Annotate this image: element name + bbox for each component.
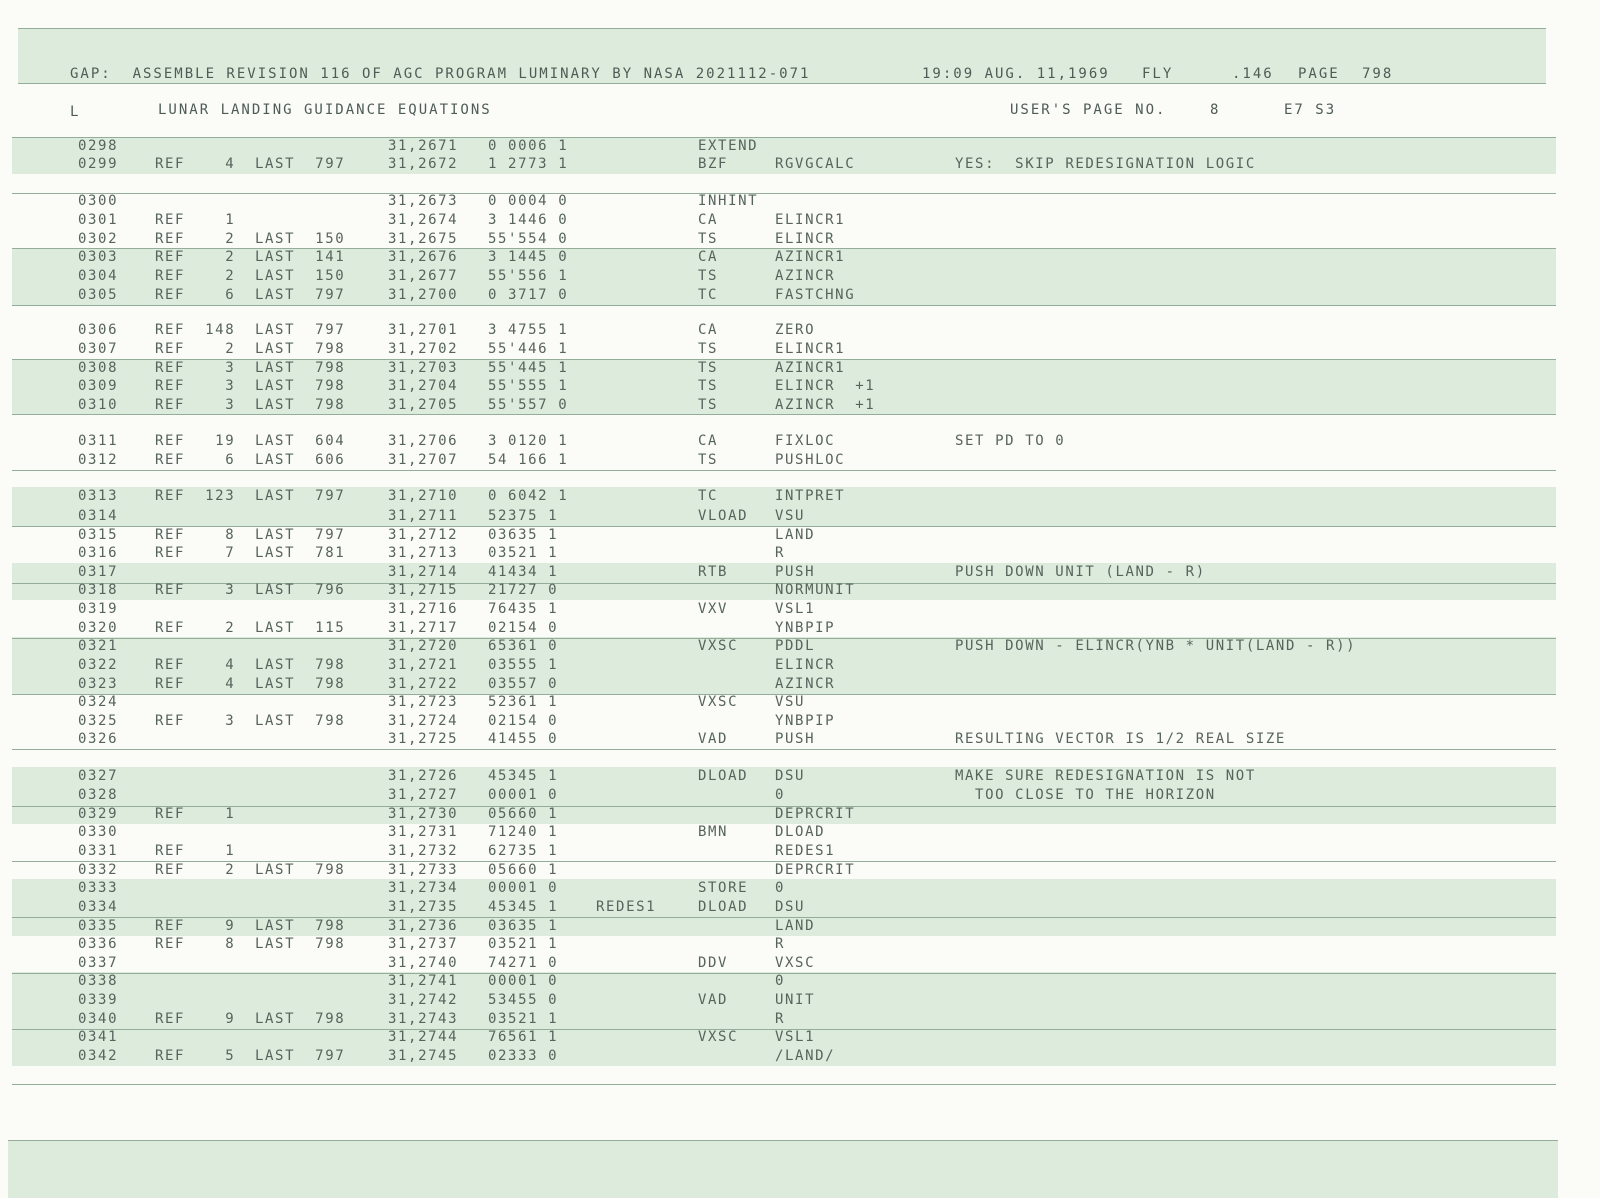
address: 31,2734 [388, 880, 459, 896]
operand: NORMUNIT [775, 582, 856, 598]
address: 31,2745 [388, 1048, 459, 1064]
rule [12, 749, 1556, 750]
ref-count: REF 8 [155, 527, 236, 543]
address: 31,2727 [388, 787, 459, 803]
line-number: 0334 [78, 899, 119, 915]
opcode: TC [698, 488, 719, 504]
address: 31,2706 [388, 433, 459, 449]
line-number: 0303 [78, 249, 119, 265]
line-number: 0326 [78, 731, 119, 747]
opcode: TS [698, 360, 719, 376]
ref-count: REF 5 [155, 1048, 236, 1064]
header-page-label: PAGE [1298, 66, 1340, 82]
line-number: 0312 [78, 452, 119, 468]
octal-code: 3 4755 1 [488, 322, 569, 338]
opcode: TS [698, 231, 719, 247]
opcode: TC [698, 287, 719, 303]
last-ref: LAST 150 [255, 268, 346, 284]
section-marker: L [70, 104, 81, 120]
operand: DSU [775, 768, 806, 784]
comment: SET PD TO 0 [955, 433, 1066, 449]
operand: RGVGCALC [775, 156, 856, 172]
address: 31,2742 [388, 992, 459, 1008]
last-ref: LAST 797 [255, 156, 346, 172]
octal-code: 55'445 1 [488, 360, 569, 376]
octal-code: 55'555 1 [488, 378, 569, 394]
ref-count: REF 2 [155, 249, 236, 265]
comment: PUSH DOWN UNIT (LAND - R) [955, 564, 1206, 580]
ref-count: REF 2 [155, 620, 236, 636]
opcode: TS [698, 378, 719, 394]
octal-code: 00001 0 [488, 787, 559, 803]
operand: INTPRET [775, 488, 846, 504]
address: 31,2672 [388, 156, 459, 172]
line-number: 0321 [78, 638, 119, 654]
line-number: 0316 [78, 545, 119, 561]
opcode: RTB [698, 564, 729, 580]
opcode: VXSC [698, 694, 739, 710]
header-timestamp: 19:09 AUG. 11,1969 [922, 66, 1110, 82]
octal-code: 55'554 0 [488, 231, 569, 247]
ref-count: REF 2 [155, 231, 236, 247]
last-ref: LAST 798 [255, 676, 346, 692]
operand: R [775, 936, 786, 952]
operand: DSU [775, 899, 806, 915]
operand: VSL1 [775, 1029, 816, 1045]
address: 31,2726 [388, 768, 459, 784]
octal-code: 62735 1 [488, 843, 559, 859]
octal-code: 03521 1 [488, 1011, 559, 1027]
opcode: CA [698, 212, 719, 228]
ref-count: REF 1 [155, 806, 236, 822]
last-ref: LAST 797 [255, 322, 346, 338]
label: REDES1 [596, 899, 657, 915]
opcode: STORE [698, 880, 749, 896]
address: 31,2676 [388, 249, 459, 265]
rule [12, 414, 1556, 415]
octal-code: 0 3717 0 [488, 287, 569, 303]
last-ref: LAST 798 [255, 862, 346, 878]
address: 31,2671 [388, 138, 459, 154]
opcode: VXV [698, 601, 729, 617]
address: 31,2721 [388, 657, 459, 673]
octal-code: 52375 1 [488, 508, 559, 524]
last-ref: LAST 798 [255, 360, 346, 376]
opcode: VXSC [698, 638, 739, 654]
operand: 0 [775, 787, 786, 803]
line-number: 0332 [78, 862, 119, 878]
line-number: 0331 [78, 843, 119, 859]
opcode: TS [698, 452, 719, 468]
octal-code: 05660 1 [488, 806, 559, 822]
address: 31,2736 [388, 918, 459, 934]
last-ref: LAST 798 [255, 341, 346, 357]
opcode: TS [698, 397, 719, 413]
address: 31,2744 [388, 1029, 459, 1045]
users-page-label: USER'S PAGE NO. [1010, 102, 1167, 118]
last-ref: LAST 150 [255, 231, 346, 247]
ref-count: REF 6 [155, 287, 236, 303]
address: 31,2722 [388, 676, 459, 692]
last-ref: LAST 798 [255, 713, 346, 729]
address: 31,2713 [388, 545, 459, 561]
opcode: DLOAD [698, 899, 749, 915]
ref-count: REF 3 [155, 713, 236, 729]
address: 31,2702 [388, 341, 459, 357]
address: 31,2740 [388, 955, 459, 971]
octal-code: 41455 0 [488, 731, 559, 747]
octal-code: 02154 0 [488, 620, 559, 636]
operand: 0 [775, 973, 786, 989]
address: 31,2716 [388, 601, 459, 617]
line-number: 0319 [78, 601, 119, 617]
operand: 0 [775, 880, 786, 896]
last-ref: LAST 606 [255, 452, 346, 468]
ref-count: REF 3 [155, 582, 236, 598]
octal-code: 03635 1 [488, 527, 559, 543]
ref-count: REF 2 [155, 268, 236, 284]
octal-code: 76435 1 [488, 601, 559, 617]
line-number: 0299 [78, 156, 119, 172]
operand: AZINCR1 [775, 249, 846, 265]
operand: ELINCR1 [775, 212, 846, 228]
octal-code: 45345 1 [488, 899, 559, 915]
address: 31,2700 [388, 287, 459, 303]
address: 31,2712 [388, 527, 459, 543]
line-number: 0330 [78, 824, 119, 840]
last-ref: LAST 798 [255, 657, 346, 673]
address: 31,2704 [388, 378, 459, 394]
opcode: INHINT [698, 193, 759, 209]
rule [12, 1084, 1556, 1085]
last-ref: LAST 798 [255, 378, 346, 394]
ref-count: REF 4 [155, 657, 236, 673]
octal-code: 02154 0 [488, 713, 559, 729]
address: 31,2674 [388, 212, 459, 228]
operand: FASTCHNG [775, 287, 856, 303]
address: 31,2707 [388, 452, 459, 468]
address: 31,2735 [388, 899, 459, 915]
last-ref: LAST 796 [255, 582, 346, 598]
line-number: 0301 [78, 212, 119, 228]
octal-code: 76561 1 [488, 1029, 559, 1045]
address: 31,2741 [388, 973, 459, 989]
opcode: BMN [698, 824, 729, 840]
line-number: 0309 [78, 378, 119, 394]
operand: VXSC [775, 955, 816, 971]
line-number: 0323 [78, 676, 119, 692]
ref-count: REF 9 [155, 918, 236, 934]
bottom-band [8, 1140, 1558, 1198]
line-number: 0335 [78, 918, 119, 934]
octal-code: 03555 1 [488, 657, 559, 673]
last-ref: LAST 604 [255, 433, 346, 449]
operand: R [775, 1011, 786, 1027]
line-number: 0315 [78, 527, 119, 543]
line-number: 0336 [78, 936, 119, 952]
line-number: 0329 [78, 806, 119, 822]
ref-count: REF 7 [155, 545, 236, 561]
operand: AZINCR [775, 268, 836, 284]
rule [18, 83, 1546, 84]
comment: YES: SKIP REDESIGNATION LOGIC [955, 156, 1256, 172]
line-number: 0341 [78, 1029, 119, 1045]
octal-code: 21727 0 [488, 582, 559, 598]
line-number: 0305 [78, 287, 119, 303]
line-number: 0324 [78, 694, 119, 710]
opcode: VXSC [698, 1029, 739, 1045]
octal-code: 0 6042 1 [488, 488, 569, 504]
octal-code: 65361 0 [488, 638, 559, 654]
ref-count: REF 3 [155, 360, 236, 376]
opcode: CA [698, 322, 719, 338]
last-ref: LAST 797 [255, 488, 346, 504]
address: 31,2673 [388, 193, 459, 209]
comment: MAKE SURE REDESIGNATION IS NOT [955, 768, 1256, 784]
octal-code: 52361 1 [488, 694, 559, 710]
last-ref: LAST 115 [255, 620, 346, 636]
octal-code: 54 166 1 [488, 452, 569, 468]
octal-code: 0 0006 1 [488, 138, 569, 154]
last-ref: LAST 798 [255, 397, 346, 413]
operand: AZINCR +1 [775, 397, 876, 413]
section-code: E7 S3 [1284, 102, 1337, 118]
line-number: 0342 [78, 1048, 119, 1064]
operand: ELINCR1 [775, 341, 846, 357]
ref-count: REF 2 [155, 862, 236, 878]
operand: YNBPIP [775, 713, 836, 729]
ref-count: REF 19 [155, 433, 236, 449]
octal-code: 1 2773 1 [488, 156, 569, 172]
operand: ELINCR +1 [775, 378, 876, 394]
address: 31,2743 [388, 1011, 459, 1027]
address: 31,2710 [388, 488, 459, 504]
octal-code: 03635 1 [488, 918, 559, 934]
operand: DLOAD [775, 824, 826, 840]
rule [12, 305, 1556, 306]
octal-code: 03557 0 [488, 676, 559, 692]
section-title: LUNAR LANDING GUIDANCE EQUATIONS [158, 102, 492, 118]
octal-code: 74271 0 [488, 955, 559, 971]
octal-code: 03521 1 [488, 936, 559, 952]
octal-code: 55'446 1 [488, 341, 569, 357]
operand: /LAND/ [775, 1048, 836, 1064]
operand: DEPRCRIT [775, 806, 856, 822]
ref-count: REF 148 [155, 322, 236, 338]
ref-count: REF 123 [155, 488, 236, 504]
rule [12, 193, 1556, 194]
opcode: VLOAD [698, 508, 749, 524]
operand: R [775, 545, 786, 561]
line-number: 0328 [78, 787, 119, 803]
rule [12, 137, 1556, 138]
operand: VSL1 [775, 601, 816, 617]
address: 31,2724 [388, 713, 459, 729]
ref-count: REF 2 [155, 341, 236, 357]
octal-code: 45345 1 [488, 768, 559, 784]
line-number: 0306 [78, 322, 119, 338]
ref-count: REF 8 [155, 936, 236, 952]
opcode: TS [698, 268, 719, 284]
line-number: 0339 [78, 992, 119, 1008]
octal-code: 55'556 1 [488, 268, 569, 284]
operand: PUSH [775, 564, 816, 580]
operand: VSU [775, 508, 806, 524]
ref-count: REF 3 [155, 397, 236, 413]
operand: VSU [775, 694, 806, 710]
opcode: CA [698, 433, 719, 449]
address: 31,2737 [388, 936, 459, 952]
operand: REDES1 [775, 843, 836, 859]
last-ref: LAST 141 [255, 249, 346, 265]
address: 31,2732 [388, 843, 459, 859]
operand: AZINCR [775, 676, 836, 692]
comment: PUSH DOWN - ELINCR(YNB * UNIT(LAND - R)) [955, 638, 1357, 654]
line-number: 0310 [78, 397, 119, 413]
ref-count: REF 1 [155, 843, 236, 859]
octal-code: 55'557 0 [488, 397, 569, 413]
line-number: 0300 [78, 193, 119, 209]
operand: PUSHLOC [775, 452, 846, 468]
octal-code: 0 0004 0 [488, 193, 569, 209]
octal-code: 00001 0 [488, 973, 559, 989]
header-fly: FLY [1142, 66, 1174, 82]
line-number: 0325 [78, 713, 119, 729]
operand: PUSH [775, 731, 816, 747]
address: 31,2701 [388, 322, 459, 338]
line-number: 0308 [78, 360, 119, 376]
line-number: 0317 [78, 564, 119, 580]
ref-count: REF 4 [155, 676, 236, 692]
operand: PDDL [775, 638, 816, 654]
address: 31,2714 [388, 564, 459, 580]
ref-count: REF 6 [155, 452, 236, 468]
header-fly-value: .146 [1232, 66, 1274, 82]
ref-count: REF 1 [155, 212, 236, 228]
operand: ELINCR [775, 657, 836, 673]
address: 31,2715 [388, 582, 459, 598]
address: 31,2703 [388, 360, 459, 376]
address: 31,2733 [388, 862, 459, 878]
octal-code: 02333 0 [488, 1048, 559, 1064]
operand: DEPRCRIT [775, 862, 856, 878]
operand: AZINCR1 [775, 360, 846, 376]
line-number: 0302 [78, 231, 119, 247]
last-ref: LAST 797 [255, 1048, 346, 1064]
line-number: 0307 [78, 341, 119, 357]
operand: ELINCR [775, 231, 836, 247]
operand: LAND [775, 527, 816, 543]
address: 31,2677 [388, 268, 459, 284]
last-ref: LAST 797 [255, 287, 346, 303]
address: 31,2705 [388, 397, 459, 413]
address: 31,2723 [388, 694, 459, 710]
rule [18, 28, 1546, 29]
line-number: 0314 [78, 508, 119, 524]
operand: ZERO [775, 322, 816, 338]
octal-code: 3 0120 1 [488, 433, 569, 449]
address: 31,2730 [388, 806, 459, 822]
address: 31,2731 [388, 824, 459, 840]
octal-code: 41434 1 [488, 564, 559, 580]
ref-count: REF 9 [155, 1011, 236, 1027]
users-page-number: 8 [1210, 102, 1221, 118]
line-number: 0311 [78, 433, 119, 449]
address: 31,2675 [388, 231, 459, 247]
octal-code: 71240 1 [488, 824, 559, 840]
last-ref: LAST 798 [255, 936, 346, 952]
octal-code: 03521 1 [488, 545, 559, 561]
ref-count: REF 4 [155, 156, 236, 172]
operand: LAND [775, 918, 816, 934]
line-number: 0318 [78, 582, 119, 598]
opcode: CA [698, 249, 719, 265]
rule [12, 470, 1556, 471]
operand: UNIT [775, 992, 816, 1008]
line-number: 0327 [78, 768, 119, 784]
octal-code: 53455 0 [488, 992, 559, 1008]
octal-code: 3 1446 0 [488, 212, 569, 228]
line-number: 0320 [78, 620, 119, 636]
opcode: VAD [698, 731, 729, 747]
address: 31,2720 [388, 638, 459, 654]
line-number: 0340 [78, 1011, 119, 1027]
last-ref: LAST 798 [255, 1011, 346, 1027]
comment: RESULTING VECTOR IS 1/2 REAL SIZE [955, 731, 1286, 747]
opcode: DLOAD [698, 768, 749, 784]
line-number: 0313 [78, 488, 119, 504]
opcode: EXTEND [698, 138, 759, 154]
line-number: 0338 [78, 973, 119, 989]
line-number: 0333 [78, 880, 119, 896]
last-ref: LAST 781 [255, 545, 346, 561]
header-page-number: 798 [1362, 66, 1394, 82]
line-number: 0322 [78, 657, 119, 673]
line-number: 0304 [78, 268, 119, 284]
operand: FIXLOC [775, 433, 836, 449]
comment: TOO CLOSE TO THE HORIZON [955, 787, 1216, 803]
octal-code: 05660 1 [488, 862, 559, 878]
line-number: 0298 [78, 138, 119, 154]
octal-code: 00001 0 [488, 880, 559, 896]
rule [8, 1140, 1558, 1141]
line-number: 0337 [78, 955, 119, 971]
opcode: DDV [698, 955, 729, 971]
ref-count: REF 3 [155, 378, 236, 394]
address: 31,2725 [388, 731, 459, 747]
opcode: BZF [698, 156, 729, 172]
last-ref: LAST 798 [255, 918, 346, 934]
operand: YNBPIP [775, 620, 836, 636]
address: 31,2711 [388, 508, 459, 524]
header-line: GAP: ASSEMBLE REVISION 116 OF AGC PROGRAM LUMINARY BY NASA 2021112-071 [70, 66, 811, 82]
last-ref: LAST 797 [255, 527, 346, 543]
opcode: TS [698, 341, 719, 357]
opcode: VAD [698, 992, 729, 1008]
address: 31,2717 [388, 620, 459, 636]
octal-code: 3 1445 0 [488, 249, 569, 265]
